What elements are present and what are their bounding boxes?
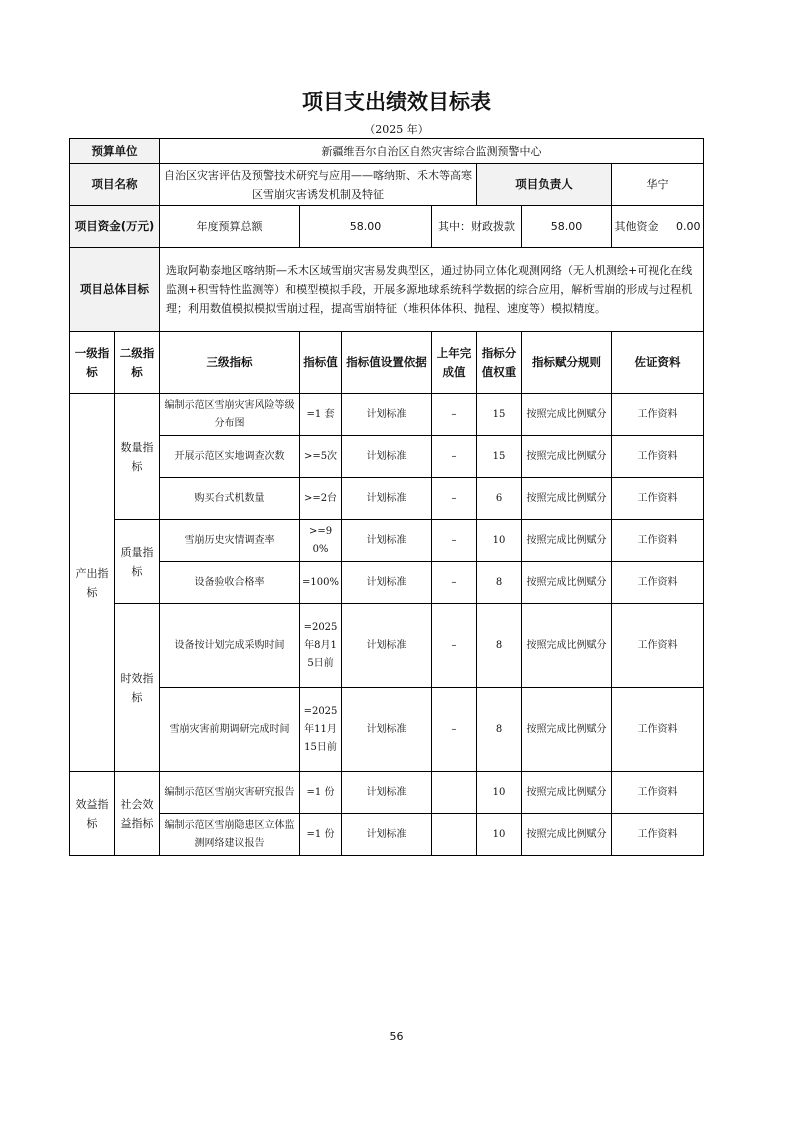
indicator-evidence: 工作资料 [612,814,704,856]
indicator-value: >=5次 [300,436,342,478]
sub-quality: 质量指标 [115,520,160,604]
project-lead-value: 华宁 [612,164,704,206]
page-number: 56 [389,1030,404,1043]
indicator-last-year: – [432,604,477,688]
indicator-name: 开展示范区实地调查次数 [160,436,300,478]
indicator-rule: 按照完成比例赋分 [522,562,612,604]
indicator-value: =100% [300,562,342,604]
table-row [70,562,704,604]
project-lead-label: 项目负责人 [477,164,612,206]
other-funds-label: 其他资金 0.00 [612,206,704,248]
indicator-last-year [432,814,477,856]
table-row [70,436,704,478]
goal-text: 选取阿勒泰地区喀纳斯—禾木区域雪崩灾害易发典型区，通过协同立体化观测网络（无人机测绘+可视化在线监测+积雪特性监测等）和模型模拟手段，开展多源地球系统科学数据的综合应用，解析雪崩的形成与过程机理；利用数值模拟模拟雪崩过程，提高雪崩特征（堆积体体积、抛程、速度等）模拟精度。 [160,248,704,332]
funds-label: 项目资金(万元) [70,206,160,248]
indicator-last-year [432,772,477,814]
table-row [70,394,704,436]
indicator-evidence: 工作资料 [612,688,704,772]
annual-budget-value: 58.00 [300,206,432,248]
indicator-last-year: – [432,394,477,436]
indicator-basis: 计划标准 [342,478,432,520]
indicator-value: =2025年8月15日前 [300,604,342,688]
indicator-evidence: 工作资料 [612,604,704,688]
header-last-year: 上年完成值 [432,332,477,394]
header-level1: 一级指标 [70,332,115,394]
indicator-evidence: 工作资料 [612,436,704,478]
project-name-label: 项目名称 [70,164,160,206]
indicator-basis: 计划标准 [342,772,432,814]
indicator-last-year: – [432,562,477,604]
fiscal-label: 其中：财政拨款 [432,206,522,248]
indicator-evidence: 工作资料 [612,562,704,604]
indicator-rule: 按照完成比例赋分 [522,688,612,772]
indicator-weight: 6 [477,478,522,520]
indicator-name: 雪崩历史灾情调查率 [160,520,300,562]
year-label: （2025 年） [364,123,429,136]
category-output: 产出指标 [70,394,115,772]
header-basis: 指标值设置依据 [342,332,432,394]
indicator-evidence: 工作资料 [612,520,704,562]
indicator-weight: 15 [477,394,522,436]
indicator-last-year: – [432,688,477,772]
page-title: 项目支出绩效目标表 [302,90,491,114]
indicator-value: =1 份 [300,814,342,856]
indicator-rule: 按照完成比例赋分 [522,520,612,562]
header-level2: 二级指标 [115,332,160,394]
indicator-weight: 10 [477,814,522,856]
indicator-weight: 10 [477,772,522,814]
budget-unit-value: 新疆维吾尔自治区自然灾害综合监测预警中心 [160,139,704,164]
sub-social: 社会效益指标 [115,772,160,856]
indicator-weight: 8 [477,562,522,604]
indicator-weight: 8 [477,688,522,772]
header-weight: 指标分值权重 [477,332,522,394]
indicator-last-year: – [432,436,477,478]
indicator-basis: 计划标准 [342,814,432,856]
indicator-rule: 按照完成比例赋分 [522,814,612,856]
header-rule: 指标赋分规则 [522,332,612,394]
indicator-last-year: – [432,520,477,562]
indicator-basis: 计划标准 [342,436,432,478]
indicator-rule: 按照完成比例赋分 [522,436,612,478]
indicator-value: >=2台 [300,478,342,520]
performance-target-table [69,138,704,856]
indicator-basis: 计划标准 [342,394,432,436]
goal-label: 项目总体目标 [70,248,160,332]
category-benefit: 效益指标 [70,772,115,856]
indicator-name: 雪崩灾害前期调研完成时间 [160,688,300,772]
sub-timeliness: 时效指标 [115,604,160,772]
indicator-basis: 计划标准 [342,562,432,604]
indicator-basis: 计划标准 [342,688,432,772]
table-row [70,772,704,814]
other-funds-value: 0.00 [676,220,701,233]
table-row [70,478,704,520]
table-row [70,814,704,856]
indicator-name: 编制示范区雪崩灾害研究报告 [160,772,300,814]
indicator-weight: 15 [477,436,522,478]
indicator-name: 设备按计划完成采购时间 [160,604,300,688]
indicator-value: >=90% [300,520,342,562]
indicator-evidence: 工作资料 [612,772,704,814]
indicator-rule: 按照完成比例赋分 [522,772,612,814]
indicator-value: =2025年11月15日前 [300,688,342,772]
indicator-evidence: 工作资料 [612,478,704,520]
indicator-value: =1 套 [300,394,342,436]
header-value: 指标值 [300,332,342,394]
sub-quantity: 数量指标 [115,394,160,520]
indicator-weight: 8 [477,604,522,688]
indicator-basis: 计划标准 [342,604,432,688]
indicator-name: 设备验收合格率 [160,562,300,604]
table-row [70,688,704,772]
indicator-name: 编制示范区雪崩灾害风险等级分布图 [160,394,300,436]
indicator-name: 编制示范区雪崩隐患区立体监测网络建议报告 [160,814,300,856]
table-row [70,520,704,562]
indicator-value: =1 份 [300,772,342,814]
fiscal-value: 58.00 [522,206,612,248]
header-level3: 三级指标 [160,332,300,394]
budget-unit-label: 预算单位 [70,139,160,164]
table-row [70,604,704,688]
indicator-rule: 按照完成比例赋分 [522,604,612,688]
project-name-value: 自治区灾害评估及预警技术研究与应用——喀纳斯、禾木等高寒区雪崩灾害诱发机制及特征 [160,164,477,206]
indicator-last-year: – [432,478,477,520]
annual-budget-label: 年度预算总额 [160,206,300,248]
header-evidence: 佐证资料 [612,332,704,394]
indicator-name: 购买台式机数量 [160,478,300,520]
indicator-rule: 按照完成比例赋分 [522,394,612,436]
indicator-basis: 计划标准 [342,520,432,562]
indicator-weight: 10 [477,520,522,562]
indicator-evidence: 工作资料 [612,394,704,436]
indicator-rule: 按照完成比例赋分 [522,478,612,520]
